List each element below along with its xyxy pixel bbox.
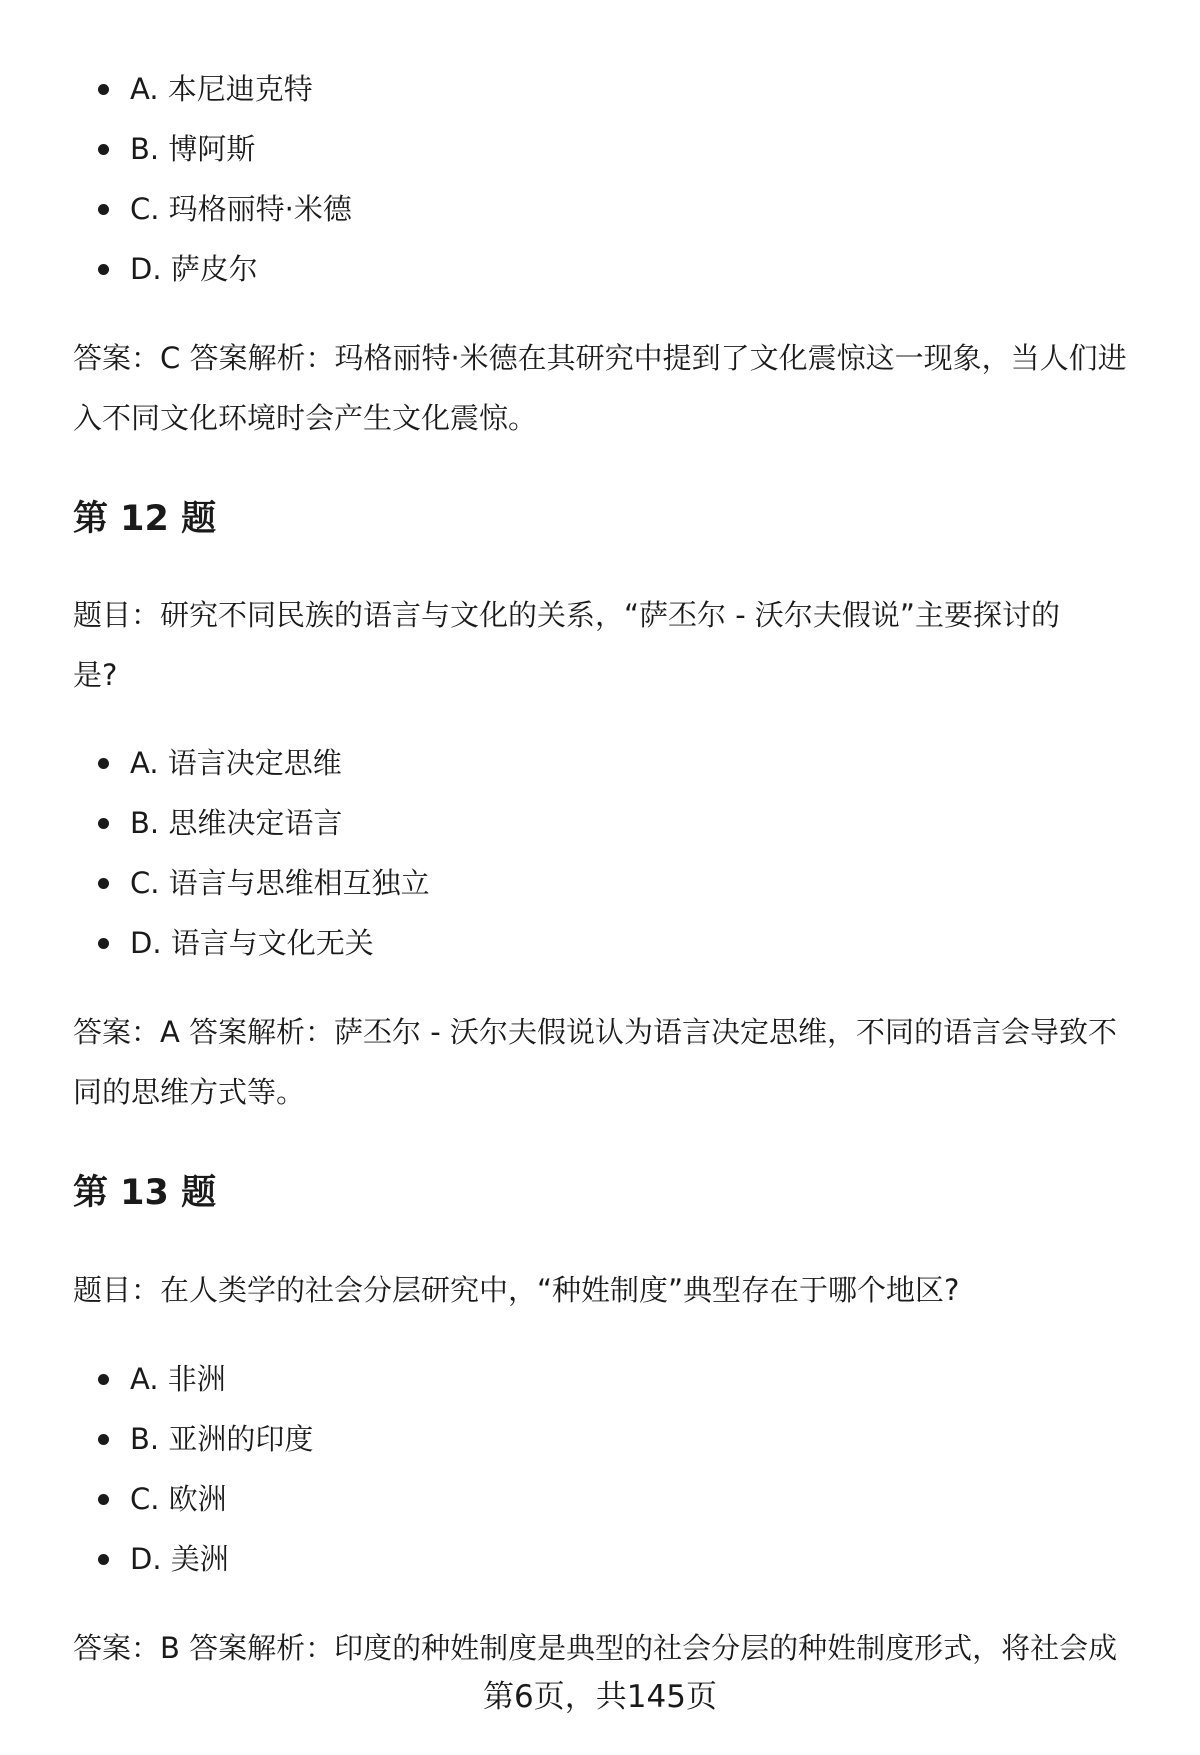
answer-line: 答案：A 答案解析：萨丕尔 - 沃尔夫假说认为语言决定思维，不同的语言会导致不: [73, 1015, 1117, 1049]
answer-line: 入不同文化环境时会产生文化震惊。: [73, 401, 538, 435]
list-item: [98, 119, 352, 179]
option-text: A. 本尼迪克特: [130, 72, 313, 106]
bullet-icon: [98, 818, 109, 829]
q13-question: [73, 1260, 1163, 1320]
option-text: A. 语言决定思维: [130, 746, 342, 780]
page-number: 第6页，共145页: [483, 1679, 717, 1715]
answer-line: 同的思维方式等。: [73, 1075, 306, 1109]
q11-options: [98, 59, 352, 299]
option-text: C. 欧洲: [130, 1482, 227, 1516]
list-item: [98, 179, 352, 239]
bullet-icon: [98, 1554, 109, 1565]
option-text: B. 博阿斯: [130, 132, 256, 166]
question-heading: 第 12 题: [73, 499, 217, 539]
list-item: [98, 59, 352, 119]
list-item: [98, 733, 430, 793]
question-line: 题目：研究不同民族的语言与文化的关系，“萨丕尔 - 沃尔夫假说”主要探讨的: [73, 598, 1060, 632]
bullet-icon: [98, 84, 109, 95]
option-text: B. 亚洲的印度: [130, 1422, 314, 1456]
question-line: 是?: [73, 658, 118, 692]
question-line: 题目：在人类学的社会分层研究中，“种姓制度”典型存在于哪个地区?: [73, 1273, 960, 1307]
list-item: [98, 1529, 313, 1589]
bullet-icon: [98, 938, 109, 949]
option-text: A. 非洲: [130, 1362, 226, 1396]
q13-answer: [73, 1618, 1163, 1678]
bullet-icon: [98, 1494, 109, 1505]
answer-line: 答案：C 答案解析：玛格丽特·米德在其研究中提到了文化震惊这一现象，当人们进: [73, 341, 1127, 375]
q12-options: [98, 733, 430, 973]
bullet-icon: [98, 758, 109, 769]
option-text: D. 萨皮尔: [130, 252, 258, 286]
list-item: [98, 1349, 313, 1409]
bullet-icon: [98, 144, 109, 155]
bullet-icon: [98, 878, 109, 889]
option-text: C. 语言与思维相互独立: [130, 866, 430, 900]
bullet-icon: [98, 1374, 109, 1385]
q12-question: [73, 585, 1163, 705]
list-item: [98, 793, 430, 853]
q11-answer: [73, 328, 1163, 448]
bullet-icon: [98, 1434, 109, 1445]
list-item: [98, 853, 430, 913]
option-text: D. 语言与文化无关: [130, 926, 374, 960]
option-text: D. 美洲: [130, 1542, 229, 1576]
question-heading: 第 13 题: [73, 1173, 217, 1213]
q12-answer: [73, 1002, 1163, 1122]
answer-line: 答案：B 答案解析：印度的种姓制度是典型的社会分层的种姓制度形式，将社会成: [73, 1631, 1118, 1665]
list-item: [98, 239, 352, 299]
option-text: C. 玛格丽特·米德: [130, 192, 352, 226]
list-item: [98, 1409, 313, 1469]
list-item: [98, 913, 430, 973]
bullet-icon: [98, 204, 109, 215]
q13-options: [98, 1349, 313, 1589]
list-item: [98, 1469, 313, 1529]
bullet-icon: [98, 264, 109, 275]
option-text: B. 思维决定语言: [130, 806, 343, 840]
